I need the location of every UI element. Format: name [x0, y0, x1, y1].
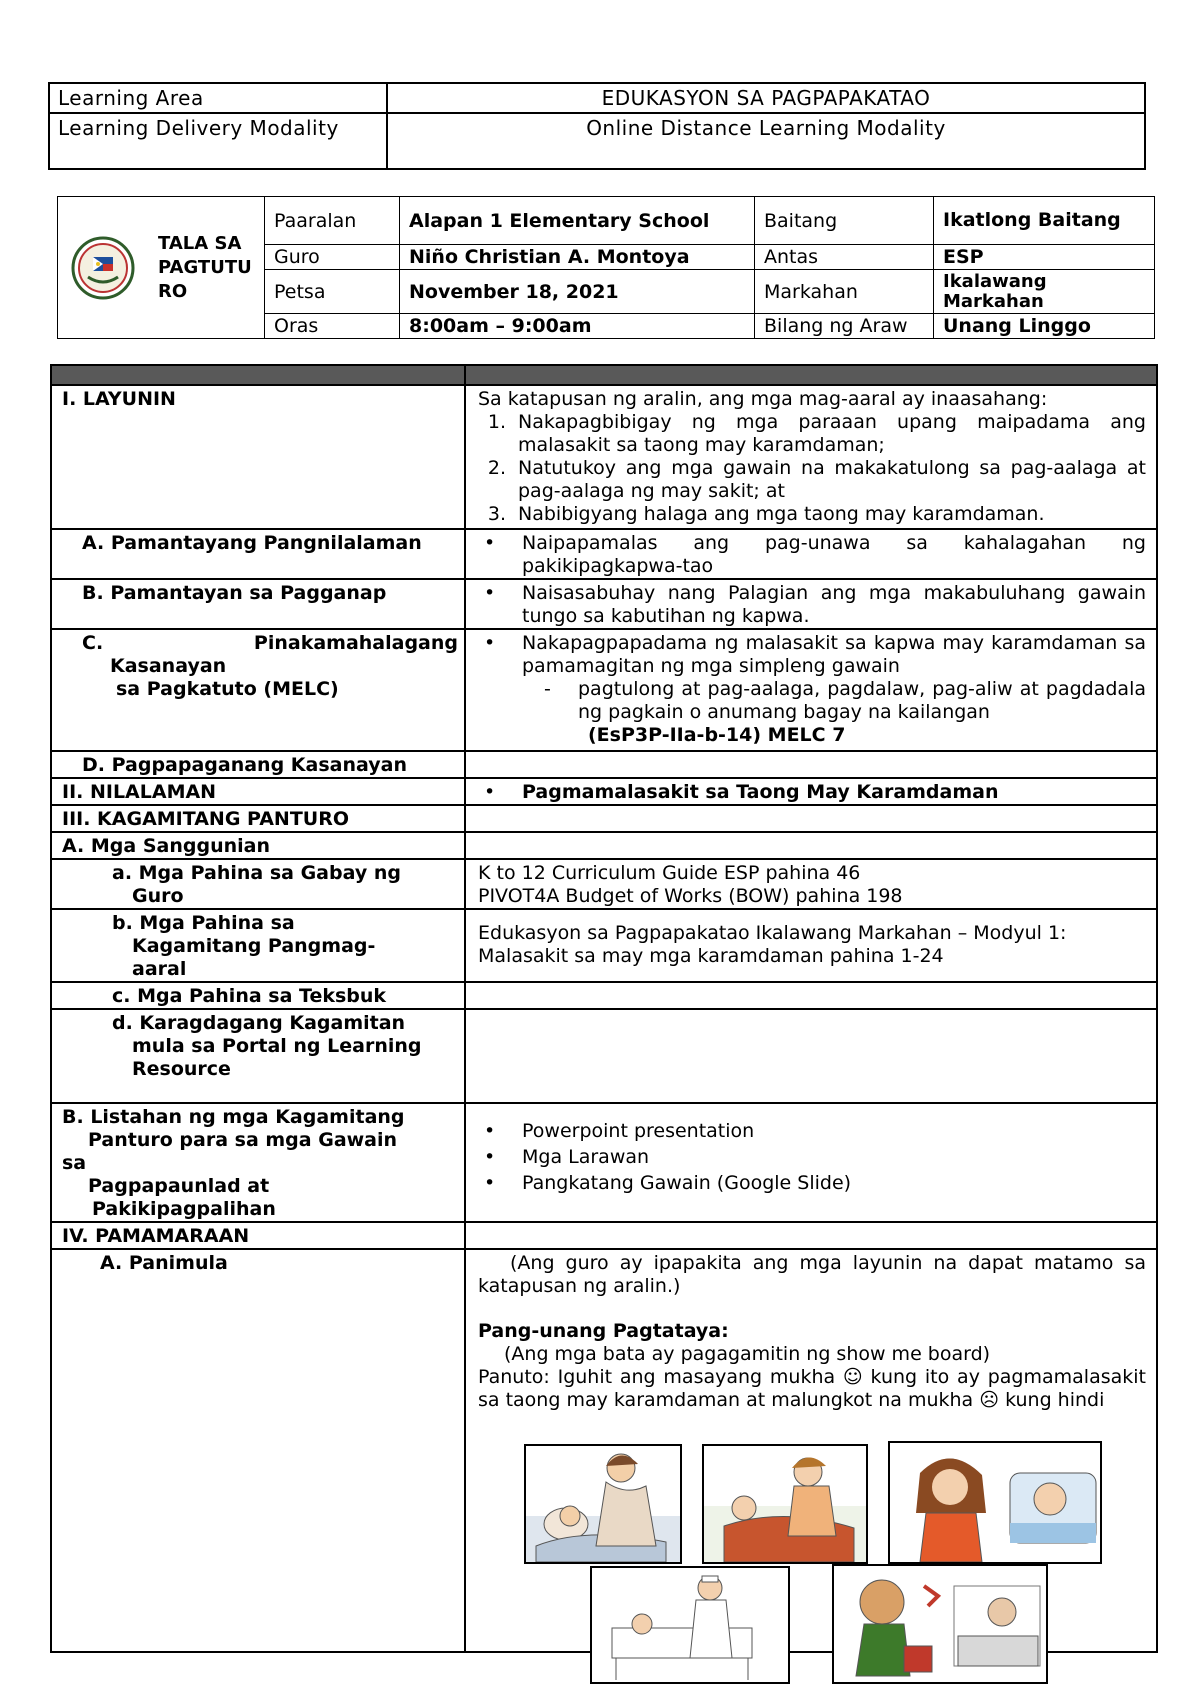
nilalaman-label: II. NILALAMAN — [51, 778, 465, 805]
noisy-near-sick-image — [832, 1564, 1048, 1684]
table-row — [51, 909, 1157, 982]
panuto-text: Panuto: Iguhit ang masayang mukha ☺ kung ito ay pagmamalasakit sa taong may karamdaman at malungkot na mukha ☹ kung hindi — [478, 1366, 1146, 1411]
kagamitang-value: Edukasyon sa Pagpapakatao Ikalawang Markahan – Modyul 1: Malasakit sa may mga karamdaman pahina 1-24 — [478, 922, 1067, 967]
layunin-cell — [465, 385, 1157, 529]
disrespect-sick-image — [888, 1441, 1102, 1564]
guro-value: Niño Christian A. Montoya — [400, 245, 755, 270]
gabay-value-1: K to 12 Curriculum Guide ESP pahina 46 — [478, 862, 861, 884]
bullet-icon: • — [484, 1172, 496, 1194]
layunin-intro: Sa katapusan ng aralin, ang mga mag-aaral ay inaasahang: — [478, 388, 1048, 410]
bullet-icon: • — [484, 582, 496, 604]
listahan-cell — [465, 1103, 1157, 1222]
bullet-icon: • — [484, 532, 496, 554]
pamamaraan-label: IV. PAMAMARAAN — [51, 1222, 465, 1249]
table-row — [51, 832, 1157, 859]
paaralan-value: Alapan 1 Elementary School — [400, 197, 755, 245]
baitang-value: Ikatlong Baitang — [934, 197, 1155, 245]
guro-label: Guro — [265, 245, 400, 270]
antas-label: Antas — [755, 245, 934, 270]
kagamitang-label: b. Mga Pahina sa Kagamitang Pangmag-aaral — [51, 909, 465, 982]
panimula-intro: (Ang guro ay ipapakita ang mga layunin na dapat matamo sa katapusan ng aralin.) — [478, 1252, 1146, 1297]
visiting-sick-child-image — [702, 1444, 868, 1564]
gabay-label: a. Mga Pahina sa Gabay ng Guro — [51, 859, 465, 909]
sanggunian-label: A. Mga Sanggunian — [51, 832, 465, 859]
melc-value: Nakapagpapadama ng malasakit sa kapwa may karamdaman sa pamamagitan ng mga simpleng gawain — [522, 632, 1146, 677]
dash-icon: - — [544, 678, 551, 700]
antas-value: ESP — [934, 245, 1155, 270]
tala-title: TALA SA PAGTUTU RO — [158, 232, 252, 302]
logo-cell — [58, 197, 265, 339]
nilalaman-value: Pagmamalasakit sa Taong May Karamdaman — [522, 781, 999, 803]
markahan-value: Ikalawang Markahan — [934, 270, 1155, 314]
deped-seal-icon — [68, 233, 138, 303]
learning-area-table — [48, 82, 1146, 170]
table-row — [51, 579, 1157, 629]
pagganap-cell — [465, 579, 1157, 629]
nilalaman-cell — [465, 778, 1157, 805]
list-item: Pangkatang Gawain (Google Slide) — [522, 1172, 852, 1194]
table-row — [51, 982, 1157, 1009]
table-row — [51, 859, 1157, 909]
table-row — [51, 529, 1157, 579]
nurse-patient-image — [590, 1566, 790, 1684]
melc-code: (EsP3P-IIa-b-14) MELC 7 — [588, 724, 846, 746]
bullet-icon: • — [484, 781, 496, 803]
table-row — [51, 629, 1157, 751]
teksbuk-label: c. Mga Pahina sa Teksbuk — [51, 982, 465, 1009]
list-item: Mga Larawan — [522, 1146, 650, 1168]
bullet-icon: • — [484, 1146, 496, 1168]
gabay-value-2: PIVOT4A Budget of Works (BOW) pahina 198 — [478, 885, 903, 907]
melc-label: C. Pinakamahalagang Kasanayan sa Pagkatuto (MELC) — [51, 629, 465, 751]
table-row — [51, 385, 1157, 529]
table-row — [51, 1103, 1157, 1222]
table-row — [51, 805, 1157, 832]
list-item: 2. Natutukoy ang mga gawain na makakatulong sa pag-aalaga at pag-aalaga ng may sakit; at — [487, 457, 1146, 502]
pagganap-label: B. Pamantayan sa Pagganap — [51, 579, 465, 629]
pagtataya-note: (Ang mga bata ay pagagamitin ng show me board) — [504, 1343, 991, 1365]
pagtataya-title: Pang-unang Pagtataya: — [478, 1320, 729, 1342]
modality-label: Learning Delivery Modality — [49, 113, 387, 169]
baitang-label: Baitang — [755, 197, 934, 245]
panimula-label: A. Panimula — [51, 1249, 465, 1652]
modality-value: Online Distance Learning Modality — [387, 113, 1145, 169]
melc-sub: pagtulong at pag-aalaga, pagdalaw, pag-aliw at pagdadala ng pagkain o anumang bagay na kailangan — [578, 678, 1146, 723]
table-row — [51, 751, 1157, 778]
layunin-label: I. LAYUNIN — [51, 385, 465, 529]
petsa-value: November 18, 2021 — [400, 270, 755, 314]
table-row — [51, 1009, 1157, 1103]
markahan-label: Markahan — [755, 270, 934, 314]
paaralan-label: Paaralan — [265, 197, 400, 245]
bullet-icon: • — [484, 632, 496, 654]
bullet-icon: • — [484, 1120, 496, 1142]
list-item: Powerpoint presentation — [522, 1120, 755, 1142]
pagganap-value: Naisasabuhay nang Palagian ang mga makabuluhang gawain tungo sa kabutihan ng kapwa. — [522, 582, 1146, 627]
karagdagang-label: d. Karagdagang Kagamitan mula sa Portal ng Learning Resource — [51, 1009, 465, 1103]
pagpapaganang-label: D. Pagpapaganang Kasanayan — [51, 751, 465, 778]
info-table — [57, 196, 1155, 339]
gabay-cell — [465, 859, 1157, 909]
pamantayang-value: Naipapamalas ang pag-unawa sa kahalagahan ng pakikipagkapwa-tao — [522, 532, 1146, 577]
listahan-label: B. Listahan ng mga Kagamitang Panturo para sa mga Gawain sa Pagpapaunlad at Pakikipagpalihan — [51, 1103, 465, 1222]
oras-label: Oras — [265, 314, 400, 339]
oras-value: 8:00am – 9:00am — [400, 314, 755, 339]
table-row — [51, 1222, 1157, 1249]
table-header-bar — [51, 365, 1157, 385]
table-row — [51, 778, 1157, 805]
learning-area-value: EDUKASYON SA PAGPAPAKATAO — [387, 83, 1145, 113]
pamantayang-label: A. Pamantayang Pangnilalaman — [51, 529, 465, 579]
caregiver-image — [524, 1444, 682, 1564]
list-item: 1. Nakapagbibigay ng mga paraaan upang maipadama ang malasakit sa taong may karamdaman; — [487, 411, 1146, 456]
bilang-label: Bilang ng Araw — [755, 314, 934, 339]
petsa-label: Petsa — [265, 270, 400, 314]
bilang-value: Unang Linggo — [934, 314, 1155, 339]
learning-area-label: Learning Area — [49, 83, 387, 113]
list-item: 3. Nabibigyang halaga ang mga taong may karamdaman. — [487, 503, 1045, 525]
melc-cell — [465, 629, 1157, 751]
kagamitan-label: III. KAGAMITANG PANTURO — [51, 805, 465, 832]
kagamitang-cell — [465, 909, 1157, 982]
pamantayang-cell — [465, 529, 1157, 579]
